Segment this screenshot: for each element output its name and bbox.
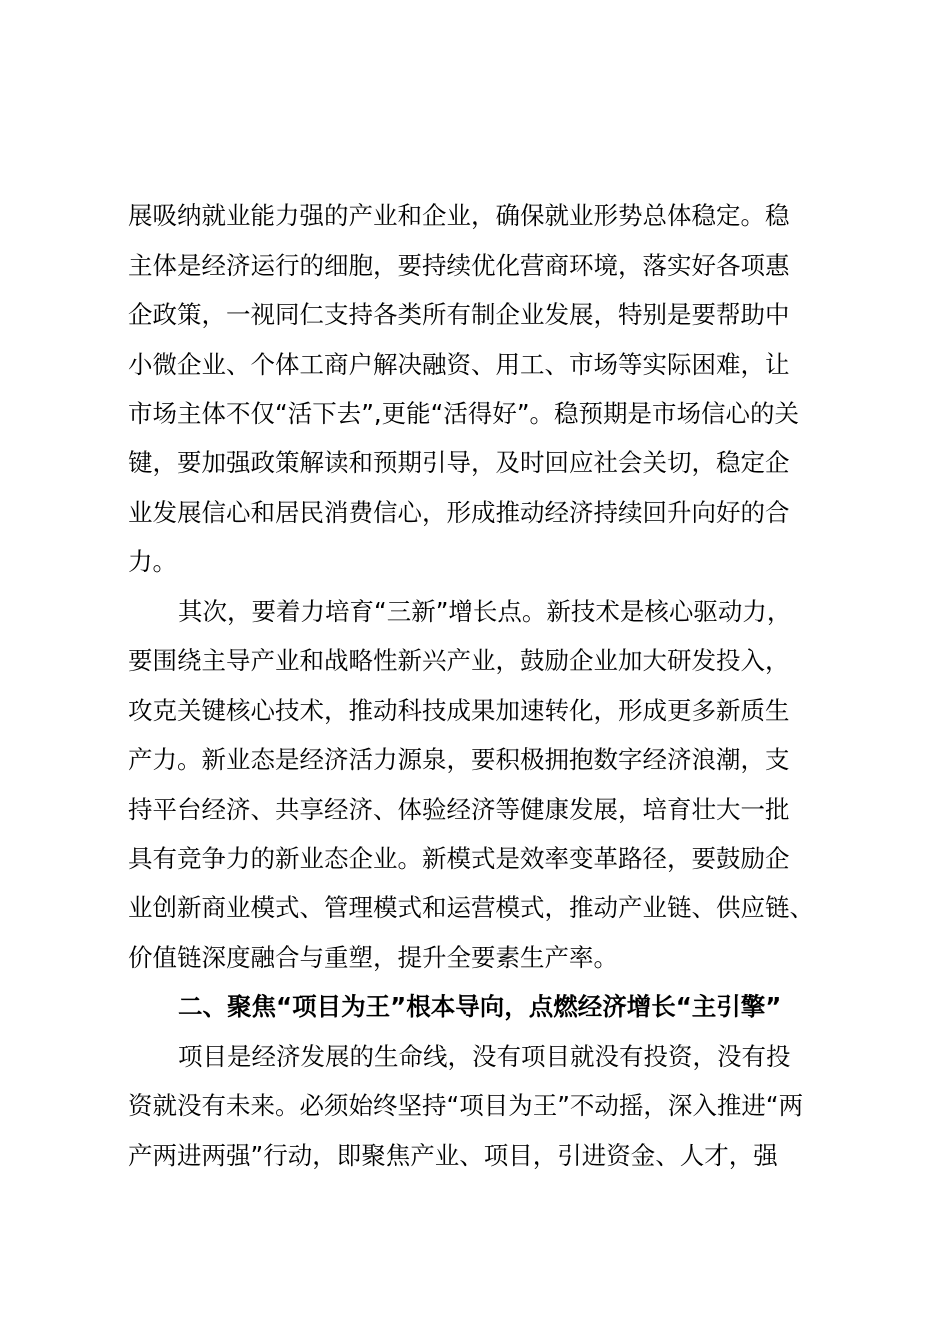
text-line: 键，要加强政策解读和预期引导，及时回应社会关切，稳定企 bbox=[128, 448, 790, 477]
text-line: 攻克关键核心技术，推动科技成果加速转化，形成更多新质生 bbox=[128, 696, 790, 725]
text-line: 小微企业、个体工商户解决融资、用工、市场等实际困难，让 bbox=[128, 350, 790, 379]
text-line: 要围绕主导产业和战略性新兴产业，鼓励企业加大研发投入， bbox=[128, 646, 790, 675]
text-line: 业发展信心和居民消费信心，形成推动经济持续回升向好的合 bbox=[128, 498, 790, 527]
text-line: 其次，要着力培育“三新”增长点。新技术是核心驱动力， bbox=[178, 597, 792, 626]
text-line: 产力。新业态是经济活力源泉，要积极拥抱数字经济浪潮，支 bbox=[128, 745, 790, 774]
text-line: 资就没有未来。必须始终坚持“项目为王”不动摇，深入推进“两 bbox=[128, 1091, 804, 1120]
text-line: 项目是经济发展的生命线，没有项目就没有投资，没有投 bbox=[178, 1042, 791, 1071]
text-line: 业创新商业模式、管理模式和运营模式，推动产业链、供应链、 bbox=[128, 893, 814, 922]
text-line: 产两进两强”行动，即聚焦产业、项目，引进资金、人才，强 bbox=[128, 1141, 778, 1170]
text-line: 市场主体不仅“活下去”,更能“活得好”。稳预期是市场信心的关 bbox=[128, 399, 800, 428]
section-heading: 二、聚焦“项目为王”根本导向，点燃经济增长“主引擎” bbox=[178, 992, 782, 1021]
text-line: 主体是经济运行的细胞，要持续优化营商环境，落实好各项惠 bbox=[128, 251, 790, 280]
text-line: 具有竞争力的新业态企业。新模式是效率变革路径，要鼓励企 bbox=[128, 844, 790, 873]
text-line: 展吸纳就业能力强的产业和企业，确保就业形势总体稳定。稳 bbox=[128, 201, 790, 230]
text-line: 力。 bbox=[128, 547, 177, 576]
text-line: 持平台经济、共享经济、体验经济等健康发展，培育壮大一批 bbox=[128, 795, 790, 824]
text-line: 价值链深度融合与重塑，提升全要素生产率。 bbox=[128, 943, 618, 972]
text-line: 企政策，一视同仁支持各类所有制企业发展，特别是要帮助中 bbox=[128, 300, 790, 329]
